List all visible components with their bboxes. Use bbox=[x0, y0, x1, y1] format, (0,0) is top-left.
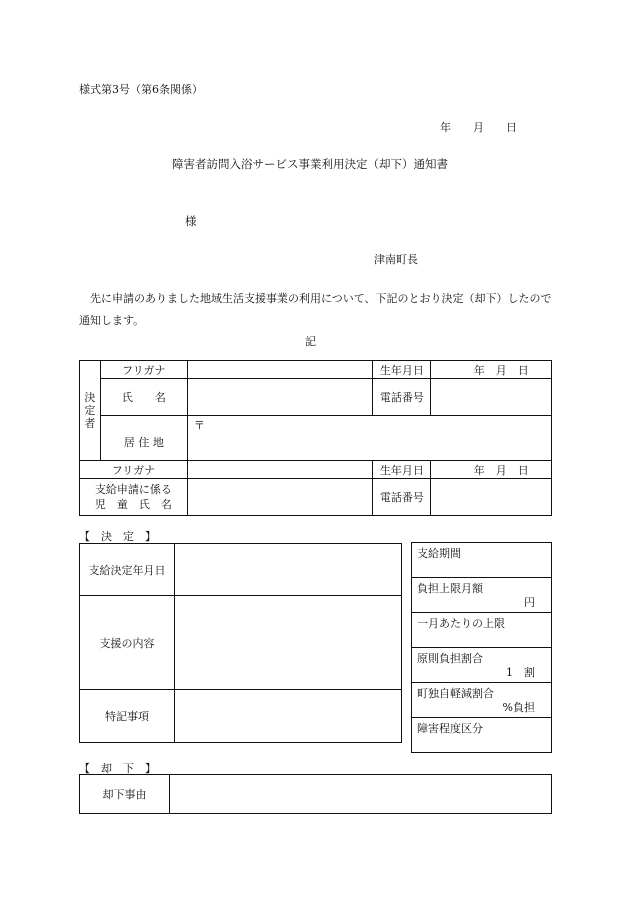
phone-field[interactable] bbox=[431, 379, 552, 416]
decision-date-field[interactable] bbox=[175, 544, 402, 596]
special-notes-field[interactable] bbox=[175, 690, 402, 743]
rejection-table bbox=[79, 774, 552, 814]
phone-label: 電話番号 bbox=[373, 379, 431, 416]
period-cell[interactable] bbox=[412, 543, 552, 578]
furigana-field[interactable] bbox=[187, 361, 373, 379]
child-phone-field[interactable] bbox=[431, 479, 552, 516]
support-content-label: 支援の内容 bbox=[80, 596, 175, 690]
decision-table bbox=[79, 543, 402, 743]
special-notes-label: 特記事項 bbox=[80, 690, 175, 743]
child-label-line2: 児 童 氏 名 bbox=[94, 498, 172, 511]
ki-heading: 記 bbox=[305, 335, 316, 348]
address-label: 居 住 地 bbox=[100, 416, 187, 461]
disability-level-cell[interactable] bbox=[412, 718, 552, 753]
child-furigana-label: フリガナ bbox=[80, 461, 188, 479]
decision-section-label: 【 決 定 】 bbox=[79, 530, 156, 543]
limit-unit: 円 bbox=[524, 596, 535, 609]
rejection-reason-field[interactable] bbox=[170, 775, 552, 814]
child-name-label bbox=[80, 479, 188, 516]
issuer-name: 津南町長 bbox=[374, 253, 418, 266]
notice-body-text: 先に申請のありました地域生活支援事業の利用について、下記のとおり決定（却下）したので通知します。 bbox=[79, 292, 552, 327]
child-furigana-field[interactable] bbox=[187, 461, 373, 479]
support-content-field[interactable] bbox=[175, 596, 402, 690]
decision-date-label: 支給決定年月日 bbox=[80, 544, 175, 596]
limit-monthly-label: 負担上限月額 bbox=[417, 582, 483, 595]
document-title: 障害者訪問入浴サービス事業利用決定（却下）通知書 bbox=[172, 157, 448, 171]
furigana-label: フリガナ bbox=[100, 361, 187, 379]
postal-mark: 〒 bbox=[193, 419, 205, 432]
burden-ratio-label: 原則負担割合 bbox=[417, 652, 483, 665]
name-field[interactable] bbox=[187, 379, 373, 416]
issue-date-line: 年 月 日 bbox=[440, 121, 517, 134]
decider-label bbox=[80, 361, 101, 461]
rejection-section-label: 【 却 下 】 bbox=[79, 762, 156, 775]
per-month-limit-label: 一月あたりの上限 bbox=[417, 617, 505, 630]
child-birth-value[interactable]: 年 月 日 bbox=[431, 461, 552, 479]
rejection-reason-label: 却下事由 bbox=[80, 775, 170, 814]
name-label: 氏 名 bbox=[100, 379, 187, 416]
child-birth-label: 生年月日 bbox=[373, 461, 431, 479]
applicant-table bbox=[79, 360, 552, 516]
town-reduction-label: 町独自軽減割合 bbox=[417, 687, 494, 700]
form-number: 様式第3号（第6条関係） bbox=[79, 83, 203, 96]
address-field[interactable] bbox=[187, 416, 551, 461]
town-reduction-cell[interactable] bbox=[412, 683, 552, 718]
addressee-suffix: 様 bbox=[185, 214, 197, 228]
burden-ratio-value: 1 割 bbox=[506, 666, 535, 679]
child-name-field[interactable] bbox=[187, 479, 373, 516]
birth-value[interactable]: 年 月 日 bbox=[431, 361, 552, 379]
limit-monthly-cell[interactable] bbox=[412, 578, 552, 613]
per-month-limit-cell[interactable] bbox=[412, 613, 552, 648]
decider-label-text: 決定者 bbox=[84, 391, 96, 430]
burden-ratio-cell[interactable] bbox=[412, 648, 552, 683]
disability-level-label: 障害程度区分 bbox=[417, 722, 483, 735]
town-reduction-value: %負担 bbox=[502, 701, 535, 714]
child-label-line1: 支給申請に係る bbox=[94, 483, 172, 496]
period-label: 支給期間 bbox=[417, 547, 461, 560]
birth-label: 生年月日 bbox=[373, 361, 431, 379]
burden-info-table bbox=[411, 542, 552, 753]
child-phone-label: 電話番号 bbox=[373, 479, 431, 516]
